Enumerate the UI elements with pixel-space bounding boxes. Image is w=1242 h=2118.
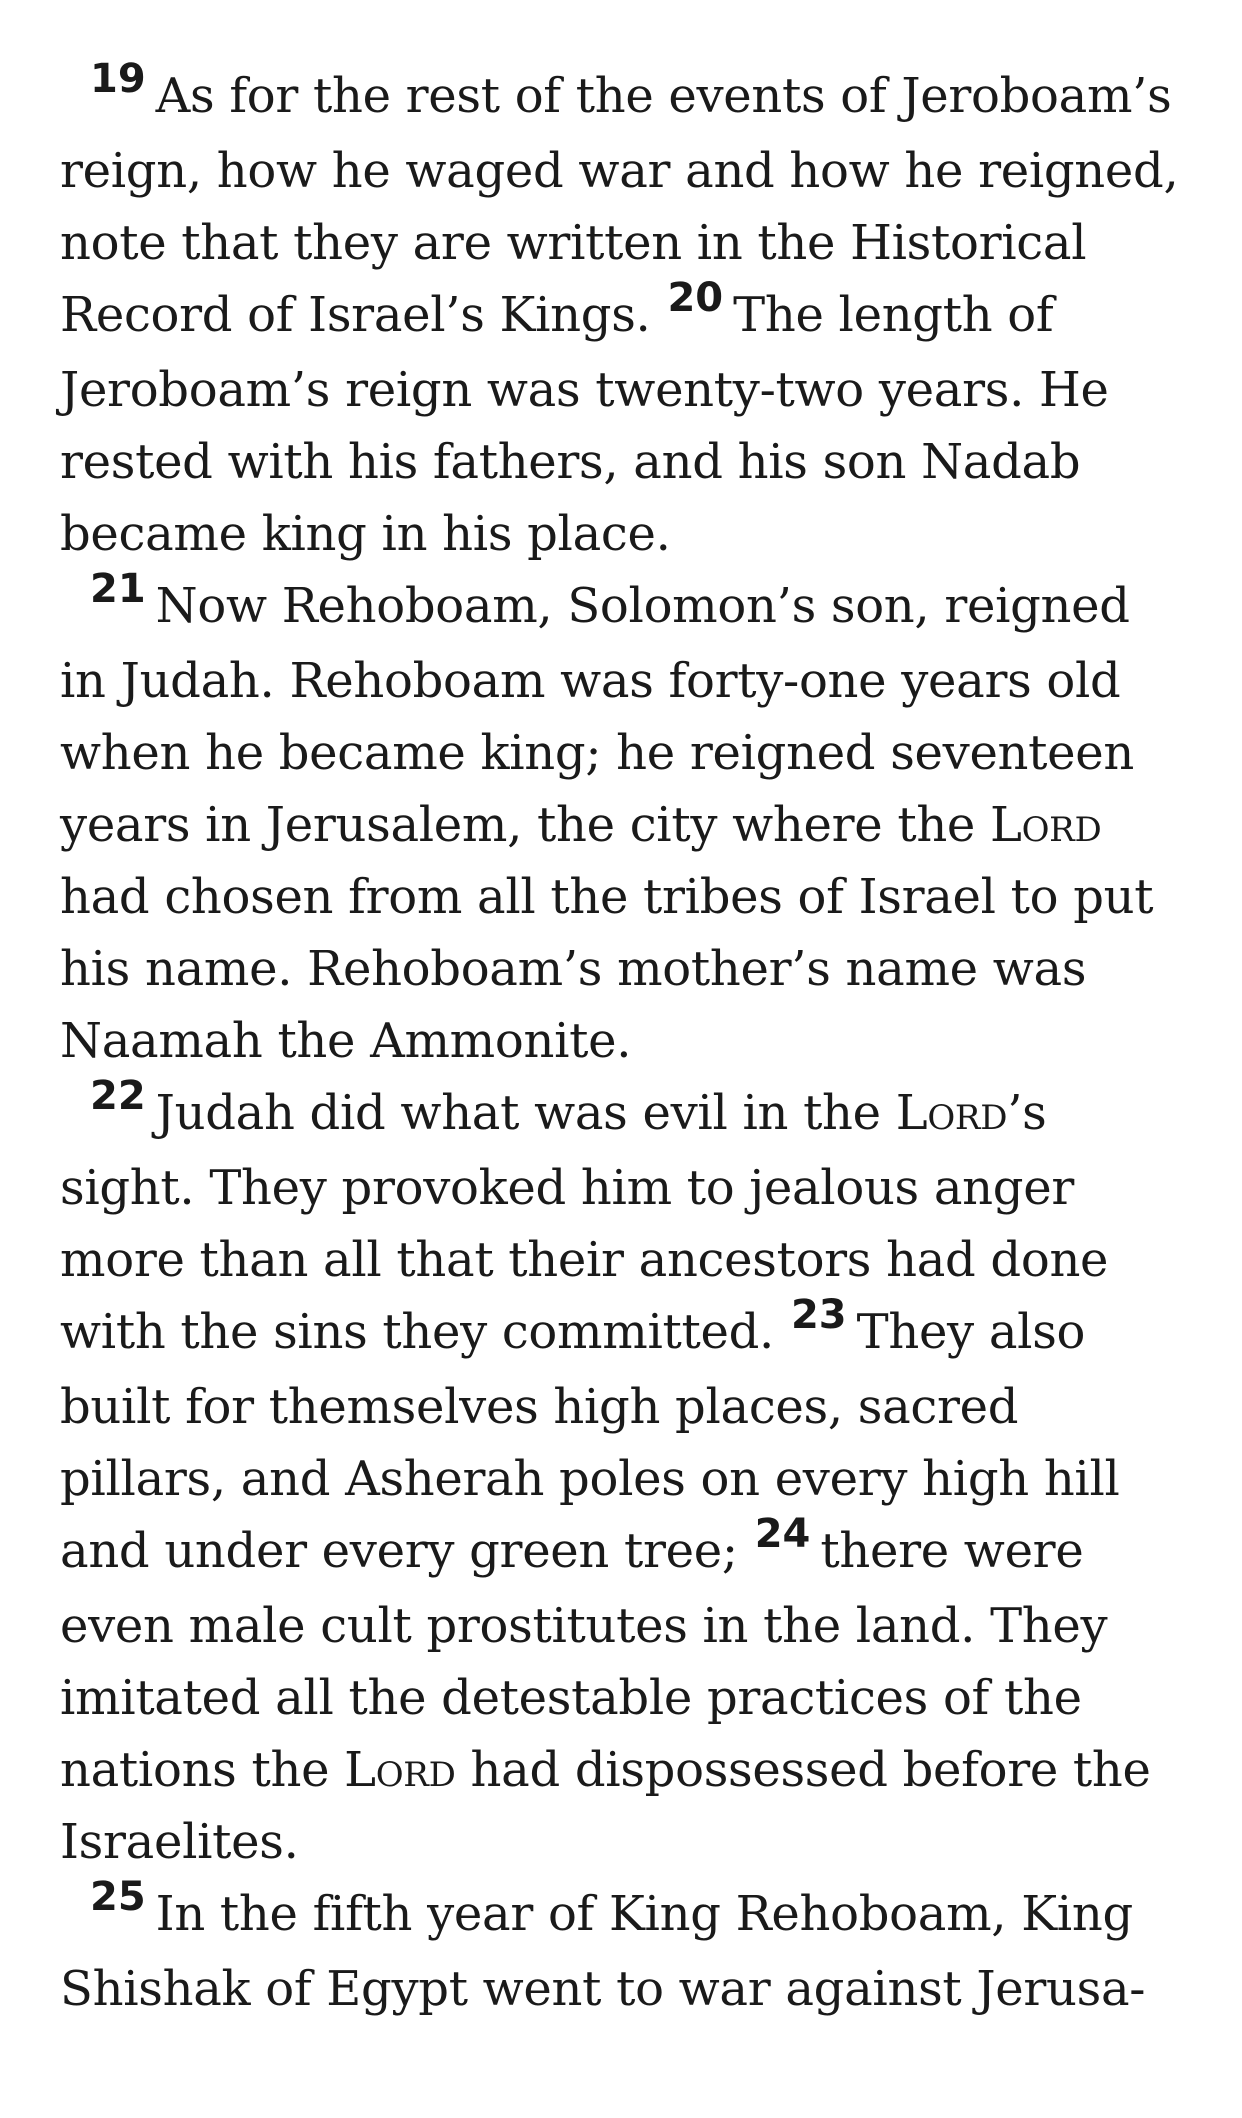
verse-text: had dispossessed before the Israelites. [60,1742,1151,1870]
verse-number[interactable]: 23 [790,1292,847,1338]
verse-number[interactable]: 25 [90,1874,146,1920]
verse-number[interactable]: 19 [90,56,146,102]
verse-number[interactable]: 21 [90,566,146,612]
verse-text: They also built for themselves high places, sacred pillars, and Asherah poles on every high hill and under every green tree; [60,1304,1120,1579]
divine-name: Lord [344,1742,456,1798]
verse-text: had chosen from all the tribes of Israel to put his name. Rehoboam’s mother’s name was Naamah the Ammonite. [60,869,1154,1069]
verse-text: The length of Jeroboam’s reign was twenty-two years. He rested with his fathers, and his son Nadab became king in his place. [60,287,1109,562]
paragraph [60,1874,1190,2025]
verse-text: Now Rehoboam, Solomon’s son, reigned in Judah. Rehoboam was forty-one years old when he became king; he reigned seventeen years in Jerusalem, the city where the [60,578,1134,853]
verse-text: In the fifth year of King Rehoboam, King Shishak of Egypt went to war against Jerusa- [60,1886,1146,2017]
verse-text: Judah did what was evil in the [155,1085,881,1141]
verse-text: As for the rest of the events of Jeroboam’s reign, how he waged war and how he reigned, note that they are written in the Historical Record of Israel’s Kings. [60,68,1179,343]
paragraph [60,1073,1190,1878]
verse-number[interactable]: 24 [754,1511,811,1557]
divine-name: Lord [895,1085,1008,1141]
paragraph [60,566,1190,1077]
verse-text: ’s sight. They provoked him to jealous anger more than all that their ancestors had done with the sins they committed. [60,1085,1109,1360]
verse-number[interactable]: 22 [90,1073,146,1119]
divine-name: Lord [990,797,1102,853]
verse-number[interactable]: 20 [667,275,724,321]
scripture-passage [60,56,1190,2025]
paragraph [60,56,1190,570]
verse-text: there were even male cult prostitutes in the land. They imitated all the detestable practices of the nations the [60,1523,1108,1798]
